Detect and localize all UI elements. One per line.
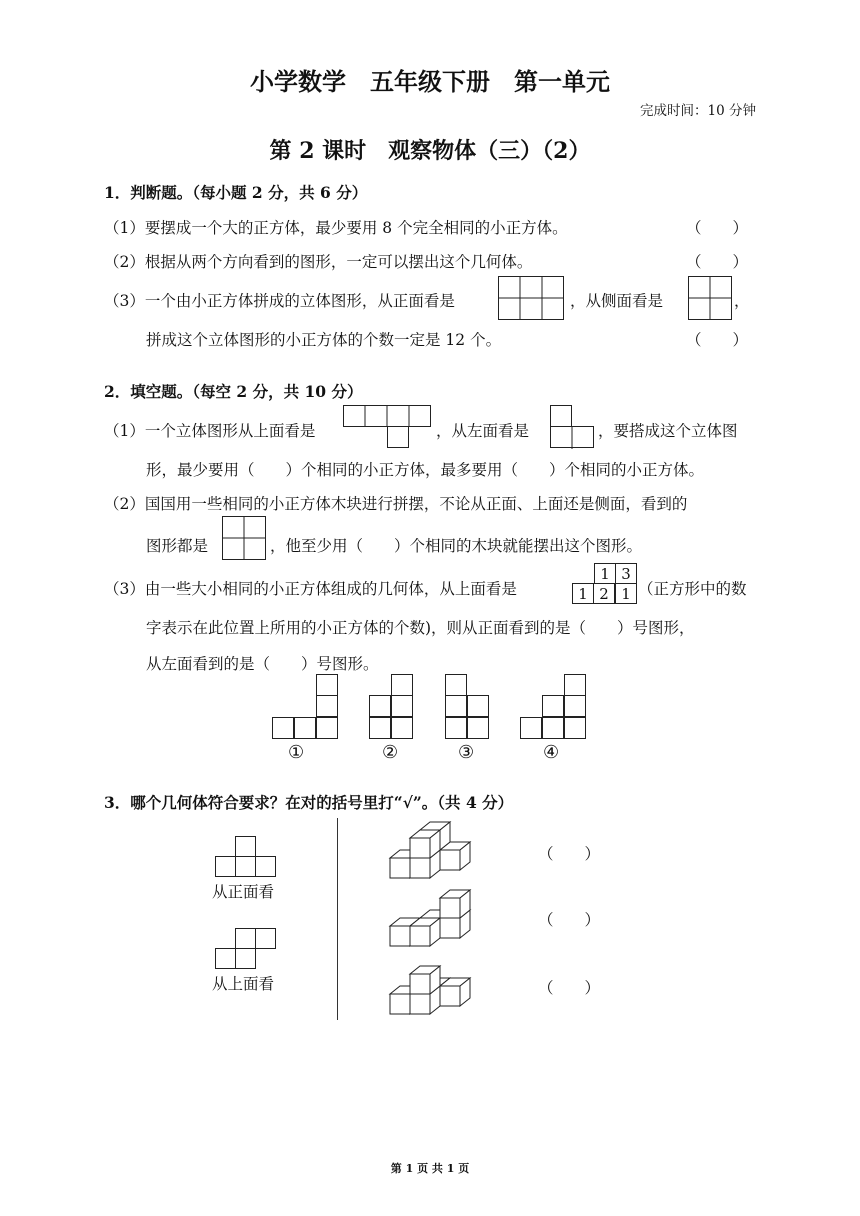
unit-cube xyxy=(410,830,440,858)
q3-answer-2[interactable]: （ ） xyxy=(538,911,601,929)
grid-number: 1 xyxy=(578,585,588,603)
completion-time: 完成时间：10 分钟 xyxy=(640,103,756,119)
q2-item-2-part-c: ，他至少用（ ）个相同的木块就能摆出这个图形。 xyxy=(270,537,643,555)
q3-front-view-shape xyxy=(215,836,277,878)
q3-answer-1[interactable]: （ ） xyxy=(538,845,601,863)
q1-item-1: （1）要摆成一个大的正方体，最少要用 8 个完全相同的小正方体。 xyxy=(104,219,568,237)
vertical-divider xyxy=(337,818,338,1020)
q2-item-2-part-b: 图形都是 xyxy=(146,537,209,555)
unit-cube xyxy=(440,890,470,918)
side-view-grid-2x2 xyxy=(688,276,732,320)
option-label-4: ④ xyxy=(543,742,560,763)
q1-item-2-answer[interactable]: （ ） xyxy=(686,253,749,271)
q2-item-3-part-b: （正方形中的数 xyxy=(638,580,747,598)
q2-heading: 2．填空题。（每空 2 分，共 10 分） xyxy=(104,382,363,401)
q3-top-view-shape xyxy=(215,928,277,970)
option-figure-2 xyxy=(369,674,413,740)
top-view-shape xyxy=(343,405,431,449)
q1-item-3-answer[interactable]: （ ） xyxy=(686,331,749,349)
q1-item-1-answer[interactable]: （ ） xyxy=(686,219,749,237)
solid-figure-1 xyxy=(380,818,480,880)
q1-item-3-part-b: ，从侧面看是 xyxy=(570,292,664,310)
grid-number: 1 xyxy=(600,565,610,583)
grid-number: 1 xyxy=(621,585,631,603)
q3-front-view-label: 从正面看 xyxy=(212,883,275,901)
unit-cube xyxy=(410,966,440,994)
q3-heading: 3．哪个几何体符合要求？在对的括号里打“√”。（共 4 分） xyxy=(104,793,514,812)
option-figure-3 xyxy=(445,674,489,740)
q2-item-1-part-a: （1）一个立体图形从上面看是 xyxy=(104,422,316,440)
solid-figure-2 xyxy=(380,886,480,948)
page-footer: 第 1 页 共 1 页 xyxy=(390,1162,470,1175)
option-figure-1 xyxy=(272,674,338,740)
q1-item-3-part-d: 拼成这个立体图形的小正方体的个数一定是 12 个。 xyxy=(146,331,502,349)
q2-item-3-part-a: （3）由一些大小相同的小正方体组成的几何体，从上面看是 xyxy=(104,580,517,598)
q1-heading: 1．判断题。（每小题 2 分，共 6 分） xyxy=(104,183,368,202)
front-view-grid-3x2 xyxy=(498,276,564,320)
option-figure-4 xyxy=(520,674,586,740)
grid-number: 2 xyxy=(599,585,609,603)
q2-item-1-part-b: ，从左面看是 xyxy=(436,422,530,440)
q2-item-2-part-a: （2）国国用一些相同的小正方体木块进行拼摆，不论从正面、上面还是侧面，看到的 xyxy=(104,495,688,513)
q1-item-3-part-a: （3）一个由小正方体拼成的立体图形，从正面看是 xyxy=(104,292,455,310)
left-view-shape xyxy=(550,405,594,449)
numbered-top-view-grid xyxy=(572,563,638,605)
unit-cube xyxy=(410,918,440,946)
q2-item-3-part-c: 字表示在此位置上所用的小正方体的个数)，则从正面看到的是（ ）号图形， xyxy=(146,619,695,637)
option-label-2: ② xyxy=(382,742,399,763)
q2-item-3-part-d: 从左面看到的是（ ）号图形。 xyxy=(146,655,379,673)
q2-item-1-part-d: 形，最少要用（ ）个相同的小正方体，最多要用（ ）个相同的小正方体。 xyxy=(146,461,705,479)
option-label-1: ① xyxy=(288,742,305,763)
q1-item-2: （2）根据从两个方向看到的图形，一定可以摆出这个几何体。 xyxy=(104,253,533,271)
grid-number: 3 xyxy=(621,565,631,583)
all-views-grid-2x2 xyxy=(222,516,266,560)
unit-cube xyxy=(440,978,470,1006)
q1-item-3-part-c: ， xyxy=(734,292,750,310)
q3-answer-3[interactable]: （ ） xyxy=(538,979,601,997)
solid-figure-3 xyxy=(380,954,480,1016)
q3-top-view-label: 从上面看 xyxy=(212,975,275,993)
q2-item-1-part-c: ，要搭成这个立体图 xyxy=(598,422,738,440)
lesson-title: 第 2 课时 观察物体（三）（2） xyxy=(269,138,591,164)
option-label-3: ③ xyxy=(458,742,475,763)
page-title: 小学数学 五年级下册 第一单元 xyxy=(250,67,610,96)
